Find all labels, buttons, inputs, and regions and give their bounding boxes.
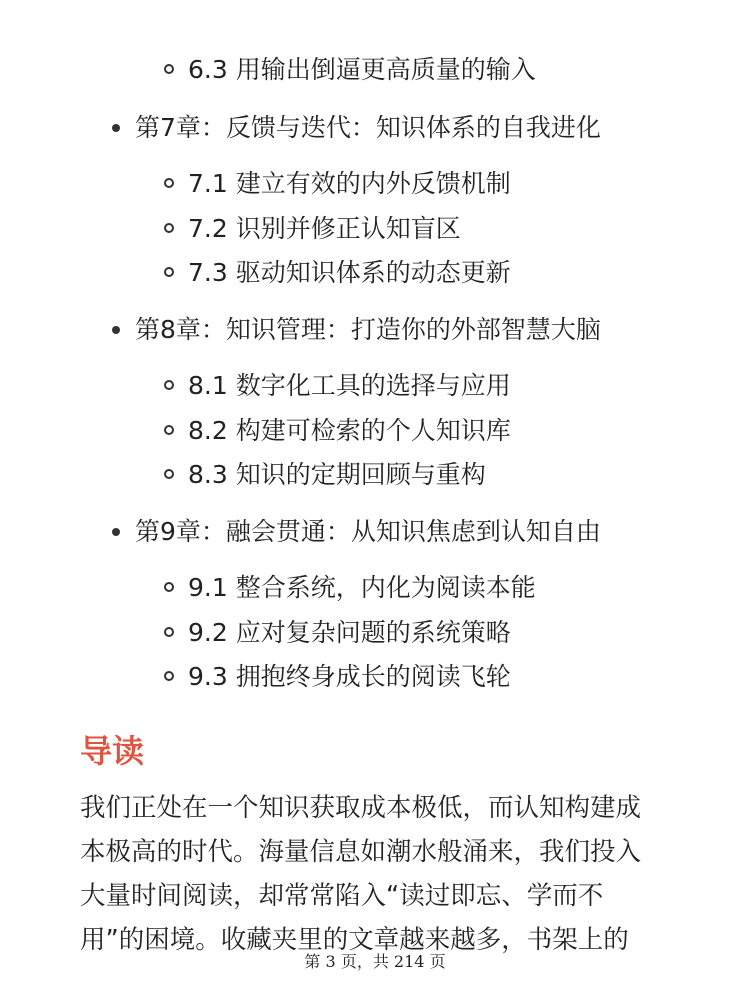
outline-subitem-text: 9.1 整合系统，内化为阅读本能 (188, 573, 536, 602)
footer-suffix: 页 (429, 952, 446, 971)
outline-subitem-text: 9.3 拥抱终身成长的阅读飞轮 (188, 662, 511, 691)
outline-chapter-text: 第7章：反馈与迭代：知识体系的自我进化 (135, 113, 601, 142)
paragraph-line: 我们正处在一个知识获取成本极低，而认知构建成 (80, 793, 642, 823)
outline-subitem-text: 8.2 构建可检索的个人知识库 (188, 416, 511, 445)
footer-prefix: 第 (304, 952, 321, 971)
outline-subitem-text: 7.3 驱动知识体系的动态更新 (188, 258, 511, 287)
hollow-bullet-icon (164, 469, 174, 479)
hollow-bullet-icon (164, 671, 174, 681)
outline-subitem-text: 6.3 用输出倒逼更高质量的输入 (188, 55, 536, 84)
outline-subitem-text: 7.1 建立有效的内外反馈机制 (188, 169, 511, 198)
page-footer (0, 948, 750, 976)
filled-bullet-icon (112, 124, 120, 132)
paragraph-line: 用”的困境。收藏夹里的文章越来越多，书架上的 (80, 925, 629, 955)
hollow-bullet-icon (164, 380, 174, 390)
paragraph-line: 大量时间阅读，却常常陷入“读过即忘、学而不 (80, 881, 604, 911)
hollow-bullet-icon (164, 178, 174, 188)
outline-subitem-text: 8.3 知识的定期回顾与重构 (188, 460, 486, 489)
hollow-bullet-icon (164, 425, 174, 435)
outline-chapter-text: 第8章：知识管理：打造你的外部智慧大脑 (135, 315, 601, 344)
outline-subitem-text: 8.1 数字化工具的选择与应用 (188, 371, 511, 400)
total-page-count: 214 (393, 952, 425, 971)
current-page-number: 3 (325, 952, 336, 971)
footer-middle: 页，共 (340, 952, 389, 971)
hollow-bullet-icon (164, 267, 174, 277)
hollow-bullet-icon (164, 582, 174, 592)
section-heading: 导读 (80, 732, 145, 770)
filled-bullet-icon (112, 326, 120, 334)
paragraph-line: 本极高的时代。海量信息如潮水般涌来，我们投入 (80, 837, 642, 867)
hollow-bullet-icon (164, 223, 174, 233)
hollow-bullet-icon (164, 627, 174, 637)
outline-subitem-text: 9.2 应对复杂问题的系统策略 (188, 618, 511, 647)
outline-chapter-text: 第9章：融会贯通：从知识焦虑到认知自由 (135, 517, 601, 546)
hollow-bullet-icon (164, 64, 174, 74)
outline-subitem-text: 7.2 识别并修正认知盲区 (188, 214, 461, 243)
filled-bullet-icon (112, 528, 120, 536)
